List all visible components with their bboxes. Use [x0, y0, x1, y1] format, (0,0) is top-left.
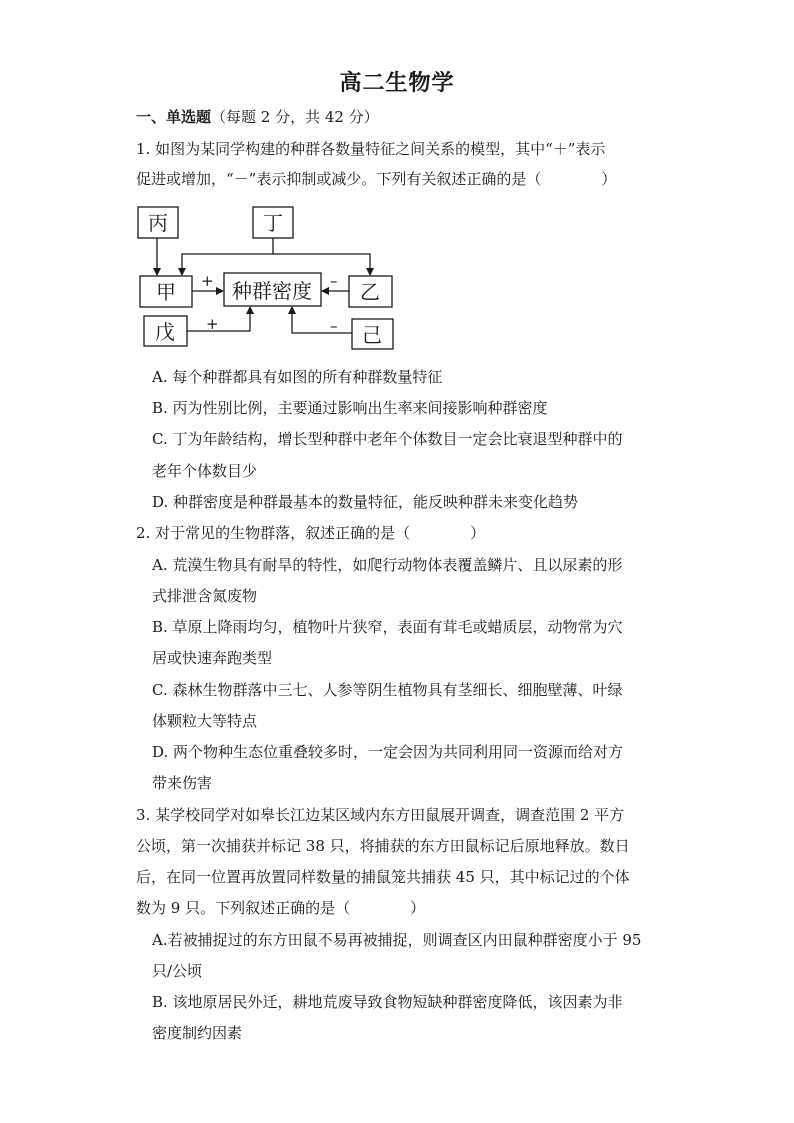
arrow-ding-to-yi: [273, 254, 370, 275]
q2-option-a: A. 荒漠生物具有耐旱的特性，如爬行动物体表覆盖鳞片、且以尿素的形: [152, 556, 623, 574]
sign-plus-jia: +: [201, 272, 214, 290]
q3-stem-line-1: 3. 某学校同学对如皋长江边某区域内东方田鼠展开调查，调查范围 2 平方: [136, 806, 625, 824]
q3-stem-line-3: 后，在同一位置再放置同样数量的捕鼠笼共捕获 45 只，其中标记过的个体: [136, 868, 630, 886]
q1-stem-line-2: 促进或增加，“－”表示抑制或减少。下列有关叙述正确的是（ ）: [136, 170, 617, 188]
label-ji: 己: [362, 323, 382, 347]
arrow-ding-to-jia: [182, 238, 273, 275]
arrow-ji-to-density: [292, 307, 352, 333]
q2-option-c-cont: 体颗粒大等特点: [152, 712, 258, 730]
label-ding: 丁: [263, 211, 283, 235]
q2-option-c: C. 森林生物群落中三七、人参等阴生植物具有茎细长、细胞壁薄、叶绿: [152, 681, 623, 699]
q2-option-b-cont: 居或快速奔跑类型: [152, 649, 273, 667]
q1-stem-line-1: 1. 如图为某同学构建的种群各数量特征之间关系的模型，其中“＋”表示: [136, 140, 606, 158]
q2-option-b: B. 草原上降雨均匀，植物叶片狭窄，表面有茸毛或蜡质层，动物常为穴: [152, 618, 623, 636]
sign-minus-yi: –: [330, 272, 338, 290]
label-center: 种群密度: [232, 279, 312, 303]
q1-option-c-cont: 老年个体数目少: [152, 462, 258, 480]
page-title: 高二生物学: [339, 70, 455, 96]
section-note: （每题 2 分，共 42 分）: [211, 108, 379, 126]
population-model-diagram: [130, 200, 400, 350]
label-bing: 丙: [148, 211, 168, 235]
section-label: 一、单选题: [136, 108, 212, 126]
q3-option-a-cont: 只/公顷: [152, 962, 203, 980]
q1-option-d: D. 种群密度是种群最基本的数量特征，能反映种群未来变化趋势: [152, 493, 579, 511]
q1-option-c: C. 丁为年龄结构，增长型种群中老年个体数目一定会比衰退型种群中的: [152, 430, 623, 448]
q1-option-b: B. 丙为性别比例，主要通过影响出生率来间接影响种群密度: [152, 399, 548, 417]
q3-option-a: A.若被捕捉过的东方田鼠不易再被捕捉，则调查区内田鼠种群密度小于 95: [152, 931, 642, 949]
q3-option-b-cont: 密度制约因素: [152, 1024, 243, 1042]
label-yi: 乙: [360, 280, 380, 304]
sign-minus-ji: –: [330, 317, 338, 335]
section-heading: [136, 106, 379, 128]
q3-stem-line-2: 公顷，第一次捕获并标记 38 只，将捕获的东方田鼠标记后原地释放。数日: [136, 837, 630, 855]
q2-option-d: D. 两个物种生态位重叠较多时，一定会因为共同利用同一资源而给对方: [152, 743, 624, 761]
q2-option-d-cont: 带来伤害: [152, 774, 213, 792]
q2-stem: 2. 对于常见的生物群落，叙述正确的是（ ）: [136, 524, 486, 542]
q2-option-a-cont: 式排泄含氮废物: [152, 587, 258, 605]
sign-plus-wu: +: [206, 315, 219, 333]
label-jia: 甲: [156, 280, 176, 304]
label-wu: 戊: [155, 320, 175, 344]
q3-stem-line-4: 数为 9 只。下列叙述正确的是（ ）: [136, 899, 426, 917]
q3-option-b: B. 该地原居民外迁，耕地荒废导致食物短缺种群密度降低，该因素为非: [152, 993, 623, 1011]
q1-option-a: A. 每个种群都具有如图的所有种群数量特征: [152, 368, 443, 386]
